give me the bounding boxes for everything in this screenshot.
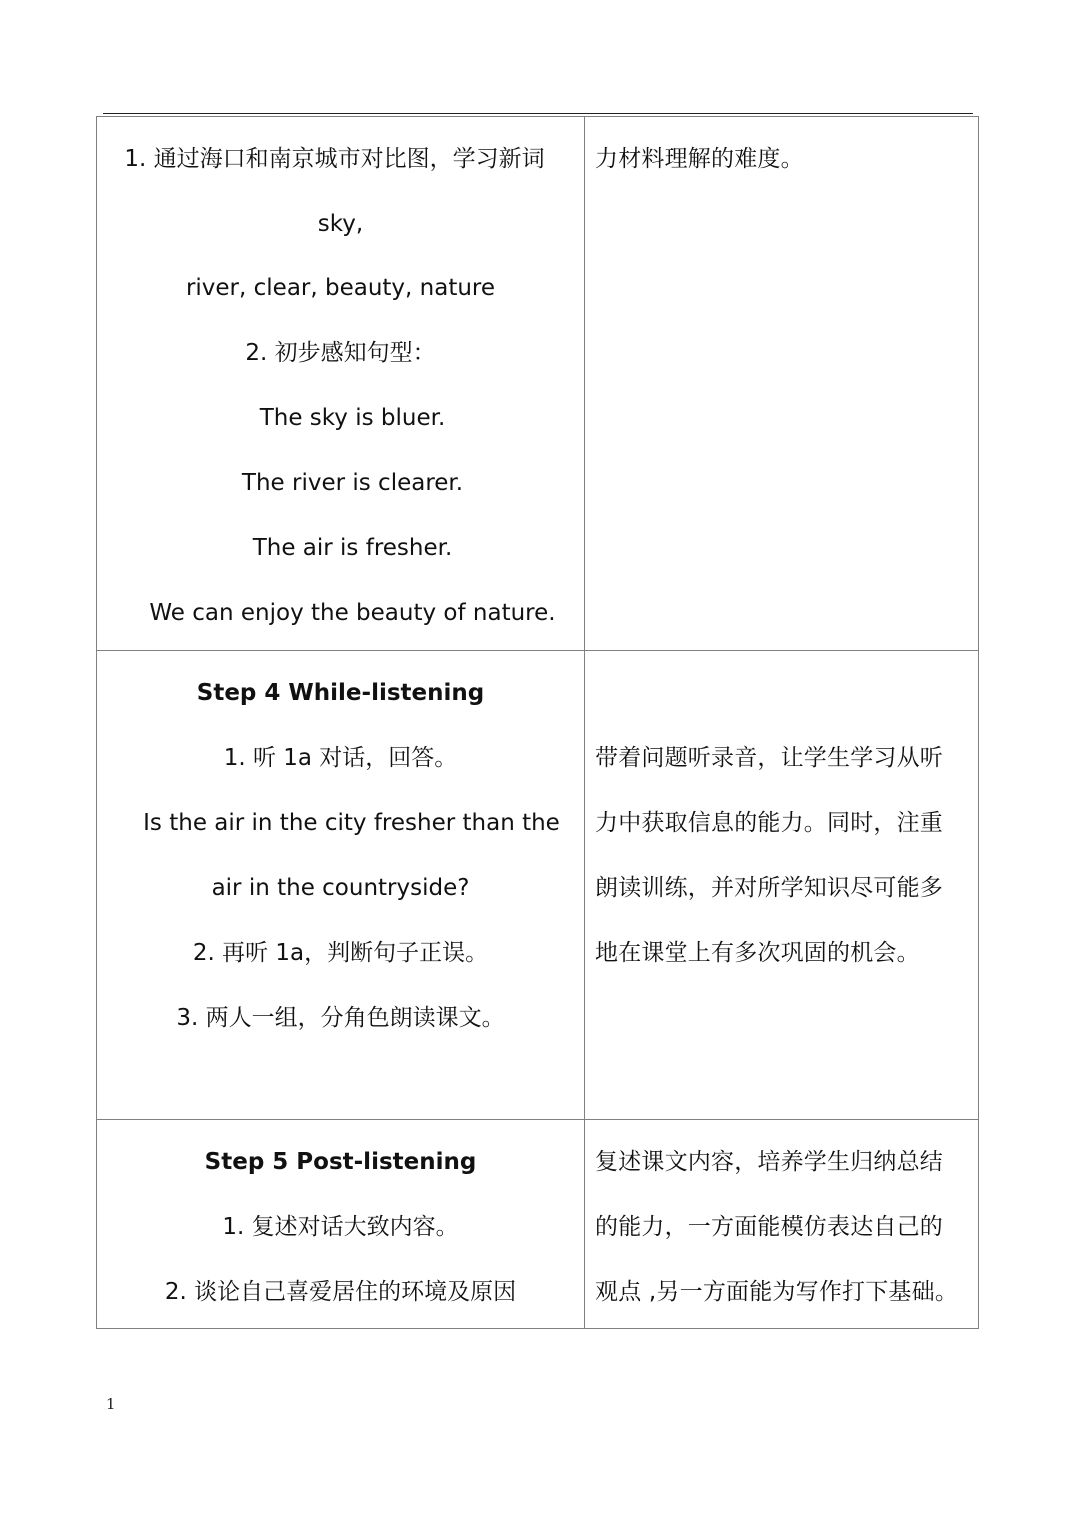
activity-line: river, clear, beauty, nature (185, 275, 496, 301)
activity-line: air in the countryside? (211, 875, 470, 901)
activity-line: 2. 再听 1a，判断句子正误。 (192, 940, 489, 966)
activity-line: The sky is bluer. (259, 405, 446, 431)
purpose-line: 力中获取信息的能力。同时，注重 (595, 810, 943, 836)
purpose-line: 带着问题听录音，让学生学习从听 (595, 745, 943, 771)
activity-line: sky, (317, 211, 364, 237)
step-heading: Step 4 While-listening (196, 680, 485, 706)
activity-line: 1. 听 1a 对话，回答。 (223, 745, 458, 771)
activity-line: The air is fresher. (252, 535, 453, 561)
activity-line: 3. 两人一组，分角色朗读课文。 (176, 1005, 505, 1031)
activity-cell (97, 117, 585, 651)
purpose-cell (585, 1120, 979, 1329)
activity-cell (97, 651, 585, 1120)
purpose-line: 力材料理解的难度。 (595, 146, 804, 172)
purpose-line: 朗读训练，并对所学知识尽可能多 (595, 875, 943, 901)
table-row (97, 651, 979, 1120)
activity-line: Is the air in the city fresher than the (143, 810, 560, 836)
step-heading: Step 5 Post-listening (204, 1149, 477, 1175)
top-rule (103, 113, 973, 114)
purpose-line: 的能力，一方面能模仿表达自己的 (595, 1214, 943, 1240)
activity-line: 1. 复述对话大致内容。 (222, 1214, 459, 1240)
table-row (97, 1120, 979, 1329)
table-row (97, 117, 979, 651)
purpose-cell (585, 651, 979, 1120)
activity-line: The river is clearer. (241, 470, 464, 496)
lesson-plan-table (96, 116, 979, 1329)
activity-line: 1. 通过海口和南京城市对比图，学习新词 (124, 146, 545, 172)
purpose-cell (585, 117, 979, 651)
activity-cell (97, 1120, 585, 1329)
activity-line: 2. 谈论自己喜爱居住的环境及原因 (164, 1279, 517, 1305)
purpose-line: 地在课堂上有多次巩固的机会。 (595, 940, 920, 966)
activity-line: We can enjoy the beauty of nature. (149, 600, 556, 626)
activity-line: 2. 初步感知句型： (245, 340, 436, 366)
purpose-line: 复述课文内容，培养学生归纳总结 (595, 1149, 943, 1175)
page-number: 1 (106, 1395, 116, 1413)
purpose-line: 观点 ,另一方面能为写作打下基础。 (595, 1279, 959, 1305)
